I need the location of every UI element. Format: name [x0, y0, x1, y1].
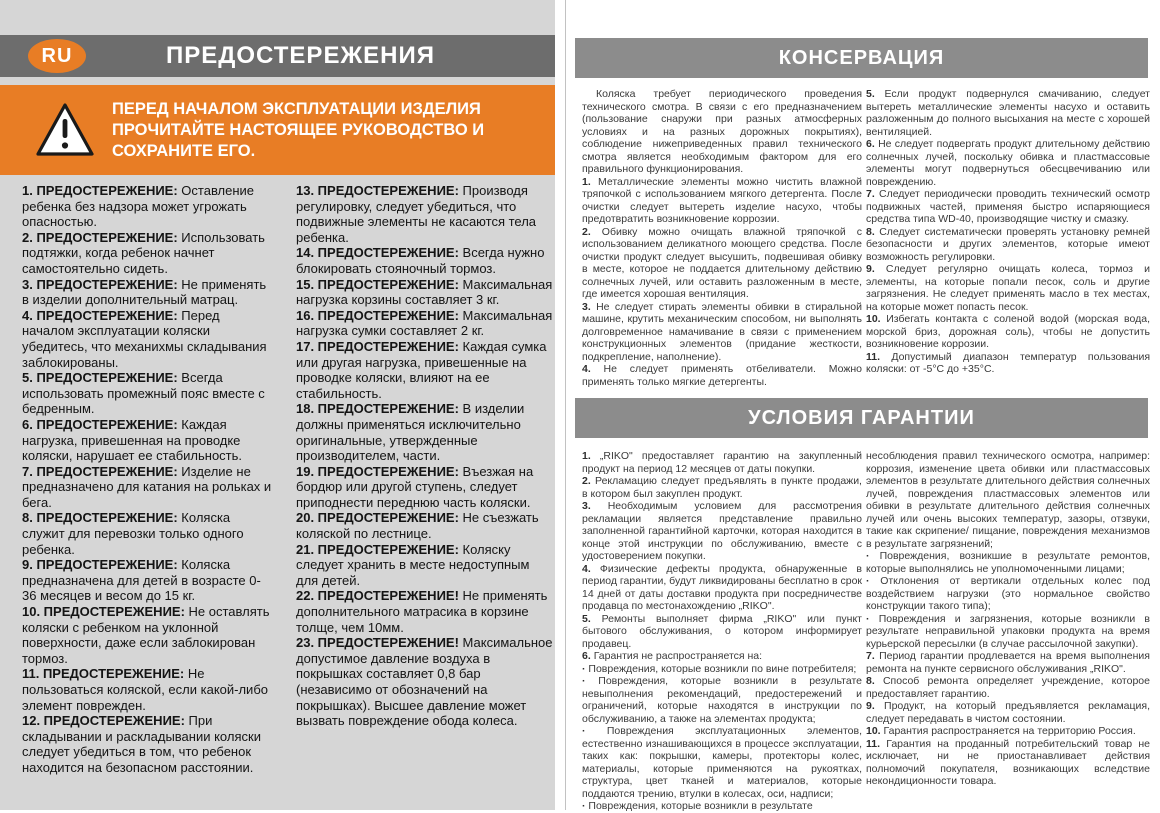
- warranty-paragraph: 7. Период гарантии продлевается на время выполнения ремонта на пункте сервисного обслуживания „RIKO".: [866, 650, 1150, 675]
- warning-item: 14. ПРЕДОСТЕРЕЖЕНИЕ: Всегда нужно блокировать стояночный тормоз.: [296, 245, 545, 276]
- maintenance-paragraph: 8. Следует систематически проверять установку ремней безопасности и других элементов, которые имеют возможность регулировки.: [866, 225, 1150, 263]
- warranty-paragraph: 10. Гарантия распространяется на территорию Россия.: [866, 725, 1136, 737]
- warranty-paragraph: 1. „RIKO" предоставляет гарантию на закупленный продукт на период 12 месяцев от даты покупки.: [582, 450, 862, 475]
- warnings-column-1: [22, 183, 274, 776]
- maintenance-paragraph: 6. Не следует подвергать продукт длительному действию солнечных лучей, поскольку обивка и пластмассовые элементы могут подвернуться обесцвечиванию или повреждению.: [866, 138, 1150, 188]
- notice-line: СОХРАНИТЕ ЕГО.: [112, 141, 256, 160]
- maintenance-warranty-panel: [566, 0, 1160, 810]
- warranty-paragraph: · Повреждения эксплуатационных элементов, естественно изнашивающихся в процессе эксплуатации, таких как: покрышки, камеры, протекторы колес, материалы, которые применяются на рукоятках, структура, цвет тканей и материалов, которые поддаются трению, втулки в колесах, оси, надписи;: [582, 725, 862, 800]
- warranty-paragraph: · Повреждения и загрязнения, которые возникли в результате неправильной упаковки продукта на время курьерской пересылки (в случае рассылочной закупки).: [866, 612, 1150, 650]
- warranty-paragraph: · Повреждения, которые возникли в результате невыполнения рекомендаций, предостережений и ограничений, которые находятся в инструкции по обслуживанию, а также на элементах продукта;: [582, 675, 862, 725]
- warning-item: 16. ПРЕДОСТЕРЕЖЕНИЕ: Максимальная нагрузка сумки составляет 2 кг.: [296, 307, 553, 339]
- maintenance-paragraph: 9. Следует регулярно очищать колеса, тормоз и элементы, на которые попали песок, соль и другие загрязнения. Не следует применять масло в тех местах, на которые может попасть песок.: [866, 263, 1150, 313]
- maintenance-paragraph: 5. Если продукт подвернулся смачиванию, следует вытереть металлические элементы насухо и оставить разложенным до полного высыхания на месте с хорошей вентиляцией.: [866, 88, 1150, 138]
- warranty-paragraph: несоблюдения правил технического осмотра, например: коррозия, изменение цвета обивки или пластмассовых элементов в результате длительного действия солнечных лучей, повреждения пластмассовых элементов или обивки в результате длительного действия солнечных лучей или очень высоких температур, зазоры, отзвуки, такие как скрипение/ пищание, повреждения механизмов в результате загрязнений;: [866, 450, 1150, 550]
- maintenance-column-1: [582, 88, 862, 388]
- warranty-paragraph: · Повреждения, возникшие в результате ремонтов, которые выполнялись не уполномоченными лицами;: [866, 550, 1151, 575]
- warranty-paragraph: 4. Физические дефекты продукта, обнаруженные в период гарантии, будут ликвидированы бесплатно в срок 14 дней от даты доставки продукта при посредничестве продавца по местонахождению „RIKO".: [582, 562, 863, 612]
- warning-item: 6. ПРЕДОСТЕРЕЖЕНИЕ: Каждая нагрузка, привешенная на проводке коляски, нарушает ее стабильность.: [22, 416, 243, 464]
- warning-item: 2. ПРЕДОСТЕРЕЖЕНИЕ: Использовать подтяжки, когда ребенок начнет самостоятельно сидеть.: [22, 229, 265, 276]
- maintenance-paragraph: Коляска требует периодического проведения технического смотра. В связи с его предназначением (пользование снаружи при разных атмосферных условиях и на разных дорожных покрытиях), соблюдение нижеприведенных правил технического смотра является необходимым фактором для его правильного функционирования.: [582, 88, 862, 175]
- warning-item: 22. ПРЕДОСТЕРЕЖЕНИЕ! Не применять дополнительного матрасика в корзине толще, чем 10мм.: [296, 588, 548, 635]
- warranty-paragraph: 9. Продукт, на который предъявляется рекламация, следует передавать в чистом состоянии.: [866, 700, 1150, 725]
- notice-line: ПЕРЕД НАЧАЛОМ ЭКСПЛУАТАЦИИ ИЗДЕЛИЯ: [112, 99, 481, 118]
- warning-item: 4. ПРЕДОСТЕРЕЖЕНИЕ: Перед началом эксплуатации коляски убедитесь, что механихмы складывания заблокированы.: [22, 307, 267, 370]
- warning-triangle-icon: [34, 101, 96, 159]
- warning-item: 8. ПРЕДОСТЕРЕЖЕНИЕ: Коляска служит для перевозки только одного ребенка.: [22, 510, 244, 557]
- warranty-header-bar: [575, 398, 1148, 438]
- section-title: КОНСЕРВАЦИЯ: [778, 46, 945, 69]
- warranty-paragraph: 5. Ремонты выполняет фирма „RIKO" или пункт бытового обслуживания, о котором информирует продавец.: [582, 612, 862, 650]
- maintenance-paragraph: 10. Избегать контакта с соленой водой (морская вода, морской бриз, дорожная соль), чтобы не допустить возникновение коррозии.: [866, 313, 1151, 350]
- maintenance-paragraph: 7. Следует периодически проводить технический осмотр подвижных частей, применяя быстро испаряющиеся средства типа WD-40, производящие чистку и смазку.: [866, 188, 1150, 225]
- maintenance-paragraph: 3. Не следует стирать элементы обивки в стиральной машине, крутить механическим способом, ни выполнять долговременное намачивание в связи с применением конструкционных элементов (придание жесткости, подкрепление, наполнение).: [582, 300, 862, 363]
- warning-item: 1. ПРЕДОСТЕРЕЖЕНИЕ: Оставление ребенка без надзора может угрожать опасностью.: [22, 183, 255, 230]
- warning-item: 21. ПРЕДОСТЕРЕЖЕНИЕ: Коляску следует хранить в месте недоступным для детей.: [296, 541, 530, 588]
- maintenance-paragraph: 2. Обивку можно очищать влажной тряпочкой с использованием деликатного моющего средства. После очистки продукт следует высушить, подвешивая обивку в месте, которое не поддается длительному действию солнечных лучей, или оставить разложенным в месте, где имеется хорошая вентиляция.: [582, 225, 862, 300]
- warning-item: 17. ПРЕДОСТЕРЕЖЕНИЕ: Каждая сумка или другая нагрузка, привешенные на проводке коляски, влияют на ее стабильность.: [296, 338, 547, 401]
- warning-item: 18. ПРЕДОСТЕРЕЖЕНИЕ: В изделии должны применяться исключительно оригинальные, утвержденные производителем, части.: [296, 401, 525, 464]
- maintenance-paragraph: 11. Допустимый диапазон температур пользования коляски: от -5°C до +35°C.: [866, 350, 1151, 375]
- warranty-paragraph: · Повреждения, которые возникли в результате: [582, 800, 813, 812]
- notice-line: ПРОЧИТАЙТЕ НАСТОЯЩЕЕ РУКОВОДСТВО И: [112, 120, 485, 139]
- warning-item: 3. ПРЕДОСТЕРЕЖЕНИЕ: Не применять в изделии дополнительный матрац.: [22, 276, 267, 308]
- warranty-paragraph: · Повреждения, которые возникли по вине потребителя;: [582, 662, 857, 675]
- warnings-column-2: [296, 183, 554, 729]
- maintenance-column-2: [866, 88, 1150, 376]
- maintenance-paragraph: 1. Металлические элементы можно чистить влажной тряпочкой с использованием мягкого детергента. После очистки следует вытереть изделие насухо, чтобы предотвратить возникновение коррозии.: [582, 175, 862, 225]
- warnings-header-bar: [0, 35, 555, 77]
- notice-text: [112, 99, 484, 162]
- maintenance-paragraph: 4. Не следует применять отбеливатели. Можно применять только мягкие детергенты.: [582, 363, 862, 388]
- warranty-column-1: [582, 450, 862, 813]
- warning-item: 9. ПРЕДОСТЕРЕЖЕНИЕ: Коляска предназначена для детей в возрасте 0-36 месяцев и весом до 15 кг.: [22, 557, 261, 604]
- warranty-paragraph: · Отклонения от вертикали отдельных колес под воздействием нагрузки (это нормальное свойство конструкции такого типа);: [866, 575, 1150, 612]
- warning-item: 10. ПРЕДОСТЕРЕЖЕНИЕ: Не оставлять коляски с ребенком на уклонной поверхности, даже если заблокирован тормоз.: [22, 604, 270, 666]
- warranty-paragraph: 3. Необходимым условием для рассмотрения рекламации является представление правильно заполненной гарантийной карточки, которая находится в конце этой инструкции по обслуживанию, вместе с удостоверением покупки.: [582, 500, 862, 562]
- maintenance-header-bar: [575, 38, 1148, 78]
- warning-item: 13. ПРЕДОСТЕРЕЖЕНИЕ: Производя регулировку, следует убедиться, что подвижные элементы не касаются тела ребенка.: [296, 183, 537, 245]
- warning-item: 15. ПРЕДОСТЕРЕЖЕНИЕ: Максимальная нагрузка корзины составляет 3 кг.: [296, 276, 553, 308]
- read-manual-notice: [0, 85, 555, 175]
- warning-item: 20. ПРЕДОСТЕРЕЖЕНИЕ: Не съезжать коляской по лестнице.: [296, 510, 539, 542]
- warranty-column-2: [866, 450, 1150, 788]
- warranty-paragraph: 6. Гарантия не распространяется на:: [582, 650, 763, 662]
- warranty-paragraph: 11. Гарантия на проданный потребительский товар не исключает, ни не приостанавливает действия полномочий покупателя, возникающих вследствие некондиционности товара.: [866, 737, 1150, 787]
- warnings-page-panel: [0, 0, 555, 810]
- warning-item: 11. ПРЕДОСТЕРЕЖЕНИЕ: Не пользоваться коляской, если какой-либо элемент поврежден.: [22, 666, 268, 713]
- warning-item: 23. ПРЕДОСТЕРЕЖЕНИЕ! Максимальное допустимое давление воздуха в покрышках составляет 0,8 бар (независимо от обозначений на покрышках). Высшее давление может вызвать повреждение обода колеса.: [296, 635, 553, 729]
- warranty-paragraph: 2. Рекламацию следует предъявлять в пункте продажи, в котором был закуплен продукт.: [582, 475, 862, 500]
- page-title: ПРЕДОСТЕРЕЖЕНИЯ: [166, 42, 435, 69]
- language-badge: RU: [28, 39, 86, 73]
- section-title: УСЛОВИЯ ГАРАНТИИ: [748, 406, 975, 429]
- warning-item: 19. ПРЕДОСТЕРЕЖЕНИЕ: Въезжая на бордюр или другой ступень, следует приподнести переднюю часть коляски.: [296, 463, 534, 510]
- warning-item: 12. ПРЕДОСТЕРЕЖЕНИЕ: При складывании и раскладывании коляски следует убедиться в том, что ребенок находится на безопасном расстоянии.: [22, 713, 261, 775]
- warning-item: 7. ПРЕДОСТЕРЕЖЕНИЕ: Изделие не предназначено для катания на рольках и бега.: [22, 463, 272, 510]
- warranty-paragraph: 8. Способ ремонта определяет учреждение, которое предоставляет гарантию.: [866, 675, 1150, 700]
- warning-item: 5. ПРЕДОСТЕРЕЖЕНИЕ: Всегда использовать промежный пояс вместе с бедренным.: [22, 370, 265, 417]
